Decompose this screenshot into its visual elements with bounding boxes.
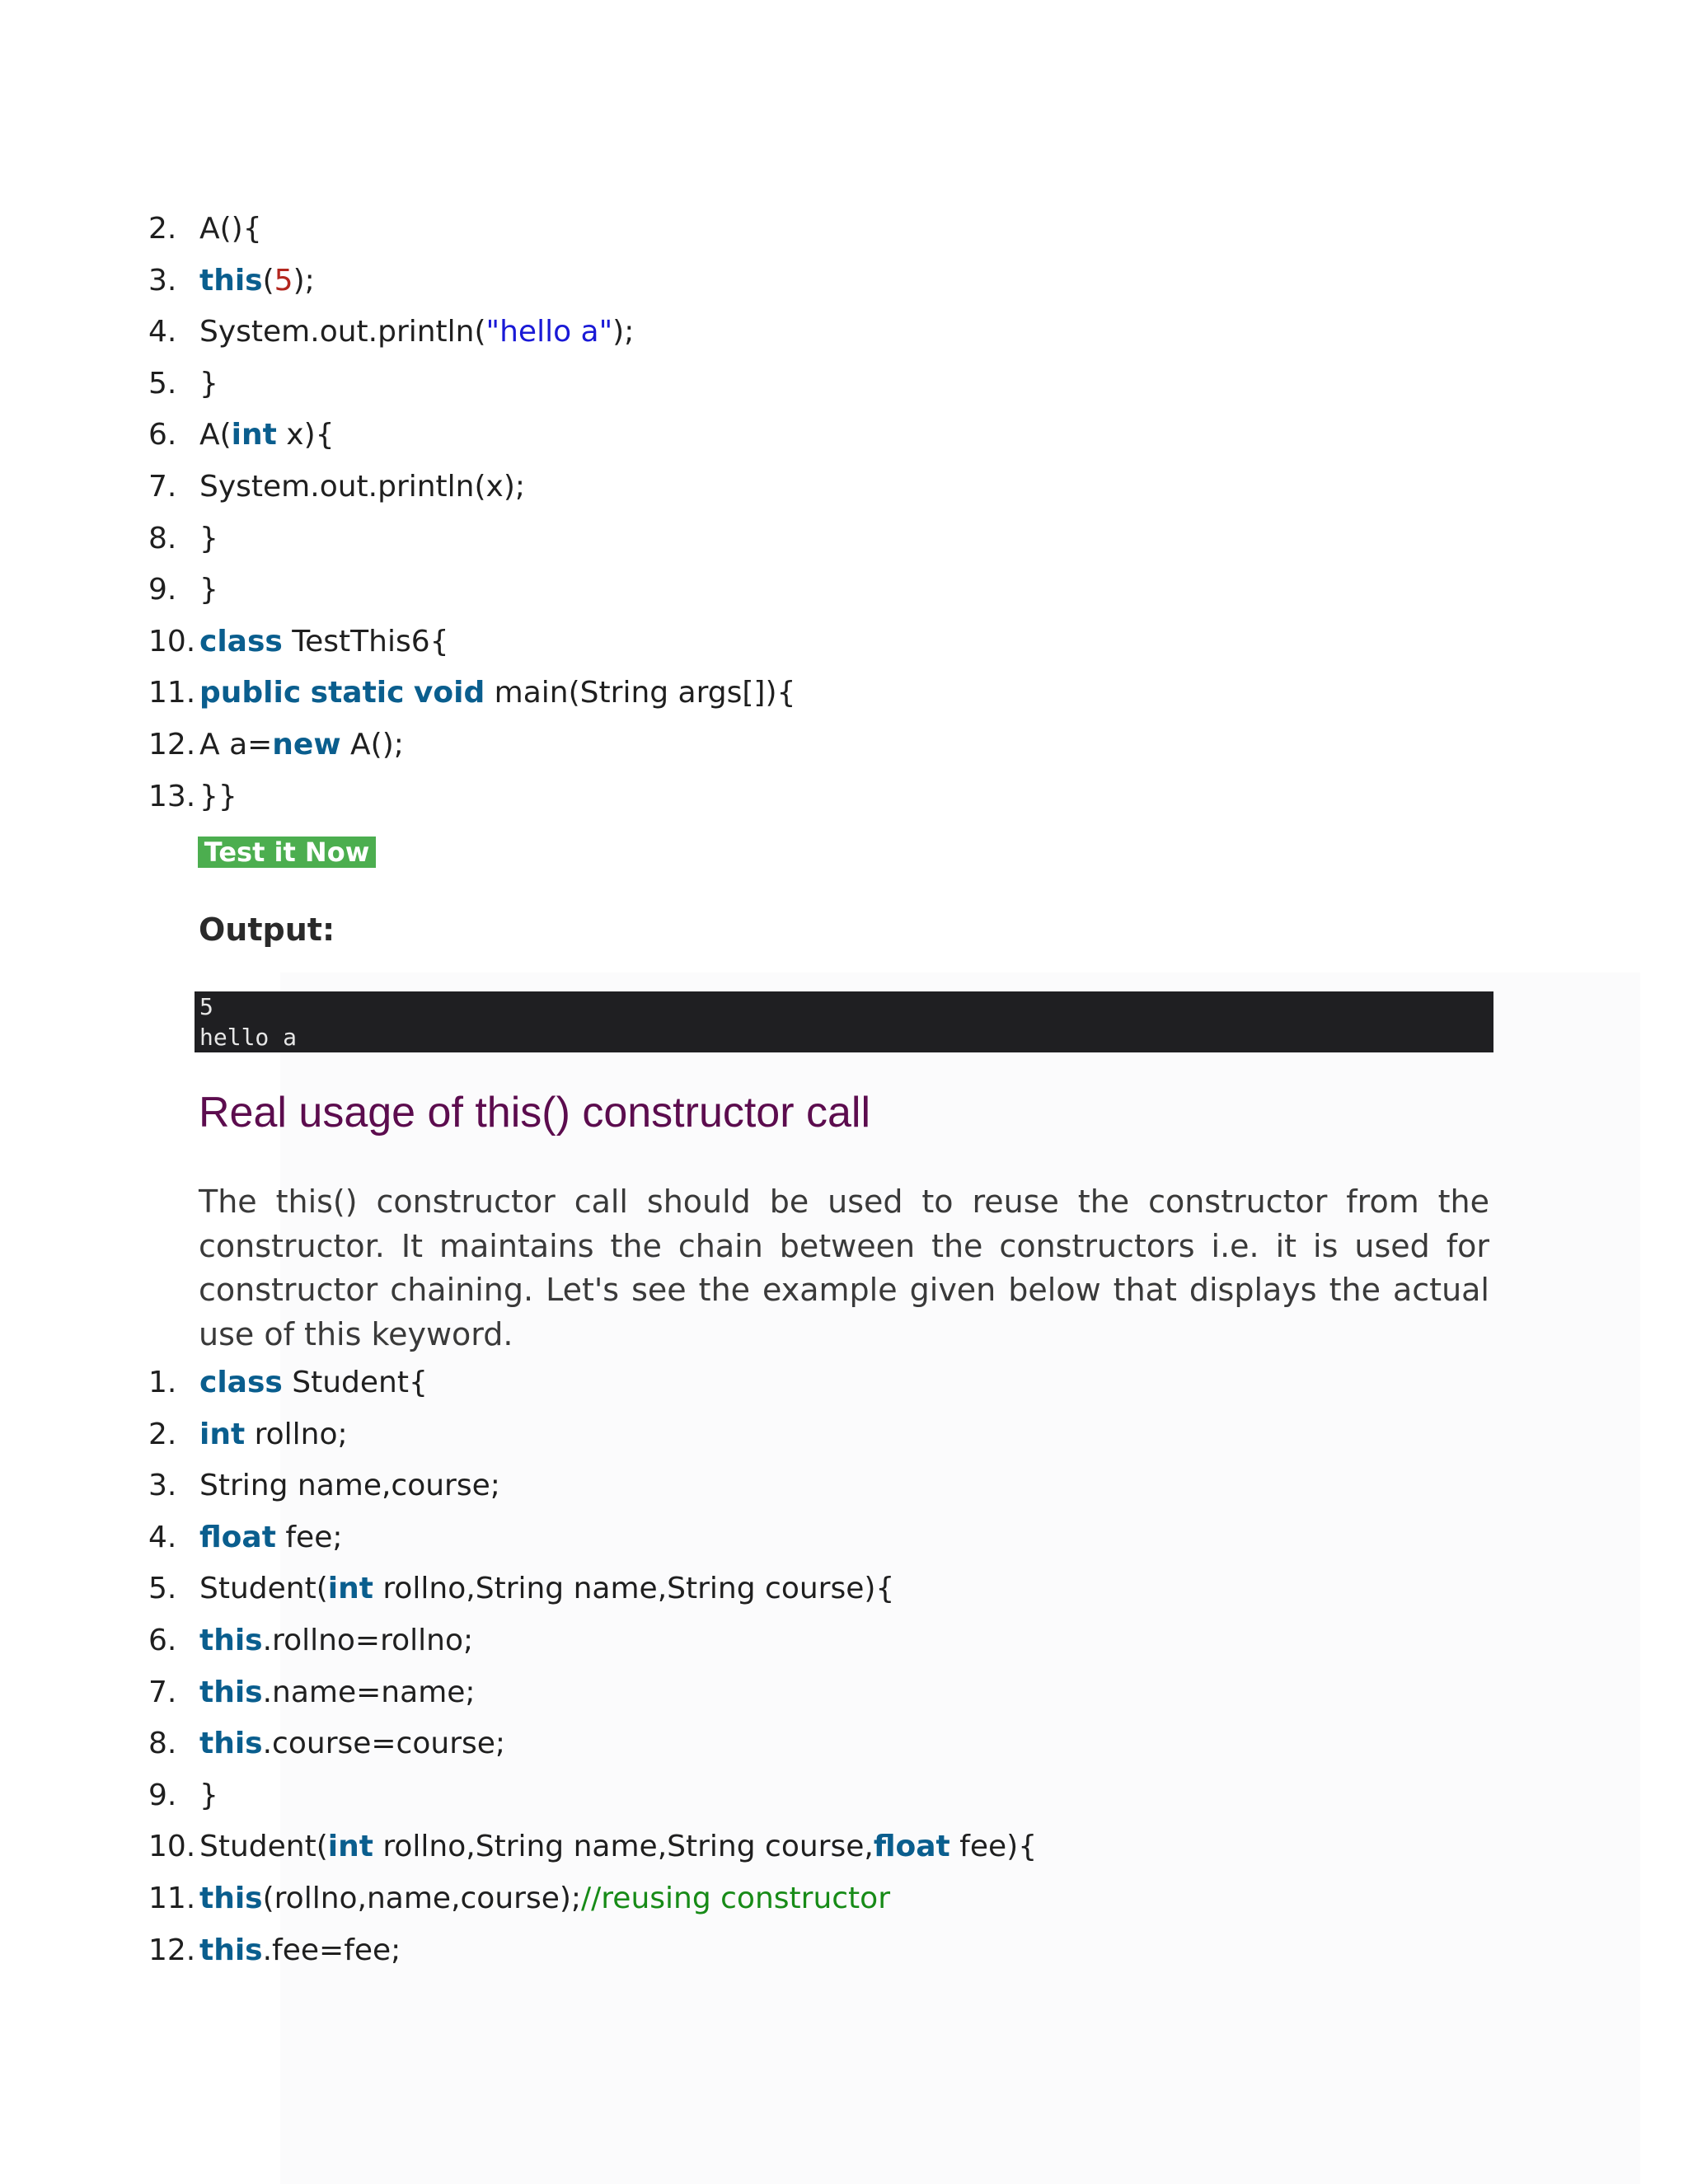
code-text	[199, 1873, 890, 1925]
code-line	[148, 255, 795, 307]
code-text	[199, 668, 795, 719]
code-token: );	[612, 315, 635, 349]
code-token: TestThis6{	[282, 624, 449, 658]
output-console	[195, 991, 1493, 1052]
code-token: rollno;	[245, 1417, 348, 1451]
code-token: .fee=fee;	[262, 1933, 401, 1967]
code-text	[199, 307, 634, 359]
code-keyword: this	[199, 1933, 263, 1967]
code-token: Student(	[199, 1572, 328, 1606]
code-line	[148, 771, 795, 823]
code-token: }	[199, 573, 218, 607]
code-token	[404, 676, 413, 710]
code-line	[148, 1925, 1037, 1977]
code-token: rollno,String name,String course,	[373, 1830, 874, 1864]
code-token: A(){	[199, 212, 262, 246]
code-keyword: this	[199, 1675, 263, 1709]
code-text	[199, 204, 262, 255]
line-number: 4.	[148, 1520, 177, 1554]
code-keyword: this	[199, 1727, 263, 1761]
code-line	[148, 1821, 1037, 1873]
code-text	[199, 359, 218, 410]
code-line	[148, 1615, 1037, 1667]
output-line: 5	[199, 993, 213, 1020]
code-token: A(	[199, 418, 232, 452]
code-text	[199, 1563, 894, 1615]
section-paragraph: The this() constructor call should be used to reuse the constructor from the constructor. It maintains the chain between the constructors i.e. it is used for constructor chaining. Let's see the example given below that displays the actual use of this keyword.	[199, 1183, 1489, 1352]
output-line: hello a	[199, 1024, 298, 1051]
code-token: (	[262, 263, 274, 298]
code-keyword: new	[272, 727, 341, 762]
code-token: }}	[199, 779, 237, 813]
code-keyword: public	[199, 676, 302, 710]
code-line	[148, 616, 795, 668]
line-number: 8.	[148, 521, 177, 555]
line-number: 6.	[148, 1623, 177, 1657]
line-number: 10.	[148, 1830, 196, 1864]
code-keyword: int	[199, 1417, 246, 1451]
line-number: 1.	[148, 1366, 177, 1399]
code-line	[148, 1667, 1037, 1719]
code-line	[148, 565, 795, 616]
code-keyword: float	[873, 1830, 950, 1864]
code-keyword: class	[199, 1366, 283, 1399]
line-number: 10.	[148, 624, 196, 658]
code-token: .course=course;	[262, 1727, 506, 1761]
code-keyword: int	[231, 418, 277, 452]
line-number: 5.	[148, 366, 177, 401]
code-text	[199, 462, 525, 513]
test-it-now-button[interactable]: Test it Now	[198, 837, 376, 868]
code-line	[148, 1873, 1037, 1925]
code-token: A a=	[199, 727, 273, 762]
code-keyword: void	[413, 676, 485, 710]
code-line	[148, 1770, 1037, 1822]
code-token	[301, 676, 310, 710]
code-line	[148, 668, 795, 719]
code-token: main(String args[]){	[485, 676, 796, 710]
code-token: }	[199, 366, 218, 401]
code-token: );	[293, 263, 315, 298]
line-number: 2.	[148, 212, 177, 246]
code-token: fee){	[950, 1830, 1038, 1864]
code-token: System.out.println(	[199, 315, 486, 349]
line-number: 13.	[148, 779, 196, 813]
code-keyword: int	[327, 1830, 373, 1864]
code-text	[199, 719, 404, 771]
code-listing-1	[148, 204, 795, 823]
code-token: String name,course;	[199, 1469, 500, 1503]
code-text	[199, 771, 237, 823]
line-number: 8.	[148, 1727, 177, 1761]
code-token: }	[199, 521, 218, 555]
line-number: 7.	[148, 469, 177, 504]
code-text	[199, 1925, 401, 1977]
line-number: 9.	[148, 573, 177, 607]
code-keyword: this	[199, 263, 263, 298]
code-line	[148, 1409, 1037, 1461]
code-token: Student{	[282, 1366, 428, 1399]
line-number: 6.	[148, 418, 177, 452]
code-text	[199, 565, 218, 616]
line-number: 5.	[148, 1572, 177, 1606]
output-label: Output:	[199, 912, 335, 948]
code-text	[199, 513, 218, 565]
code-text	[199, 1821, 1037, 1873]
code-text	[199, 1460, 500, 1512]
code-text	[199, 1770, 218, 1822]
line-number: 12.	[148, 727, 196, 762]
code-keyword: int	[327, 1572, 373, 1606]
code-text	[199, 616, 449, 668]
code-line	[148, 307, 795, 359]
code-line	[148, 410, 795, 462]
code-keyword: this	[199, 1623, 263, 1657]
line-number: 3.	[148, 263, 177, 298]
code-token: (rollno,name,course);	[262, 1881, 582, 1915]
code-line	[148, 359, 795, 410]
code-token: System.out.println(x);	[199, 469, 526, 504]
line-number: 12.	[148, 1933, 196, 1967]
code-token: A();	[340, 727, 404, 762]
code-token: Student(	[199, 1830, 328, 1864]
code-line	[148, 1718, 1037, 1770]
code-line	[148, 719, 795, 771]
code-comment: //reusing constructor	[581, 1881, 890, 1915]
code-token: fee;	[275, 1520, 343, 1554]
code-text	[199, 1615, 473, 1667]
code-line	[148, 513, 795, 565]
code-text	[199, 1718, 505, 1770]
line-number: 3.	[148, 1469, 177, 1503]
code-string: "hello a"	[485, 315, 613, 349]
code-keyword: static	[310, 676, 405, 710]
code-listing-2	[148, 1357, 1037, 1976]
code-line	[148, 1563, 1037, 1615]
code-token: .name=name;	[262, 1675, 476, 1709]
line-number: 11.	[148, 1881, 196, 1915]
section-heading: Real usage of this() constructor call	[199, 1089, 871, 1137]
line-number: 11.	[148, 676, 196, 710]
code-text	[199, 1512, 342, 1564]
line-number: 2.	[148, 1417, 177, 1451]
code-text	[199, 1667, 476, 1719]
line-number: 9.	[148, 1778, 177, 1812]
code-number: 5	[274, 263, 293, 298]
line-number: 7.	[148, 1675, 177, 1709]
code-line	[148, 1357, 1037, 1409]
code-token: }	[199, 1778, 218, 1812]
code-line	[148, 204, 795, 255]
code-line	[148, 462, 795, 513]
code-text	[199, 1357, 428, 1409]
code-text	[199, 255, 315, 307]
code-line	[148, 1460, 1037, 1512]
code-line	[148, 1512, 1037, 1564]
code-token: .rollno=rollno;	[262, 1623, 474, 1657]
code-keyword: class	[199, 624, 283, 658]
code-text	[199, 1409, 348, 1461]
code-keyword: this	[199, 1881, 263, 1915]
code-token: rollno,String name,String course){	[373, 1572, 895, 1606]
code-text	[199, 410, 335, 462]
code-keyword: float	[199, 1520, 276, 1554]
line-number: 4.	[148, 315, 177, 349]
code-token: x){	[276, 418, 335, 452]
